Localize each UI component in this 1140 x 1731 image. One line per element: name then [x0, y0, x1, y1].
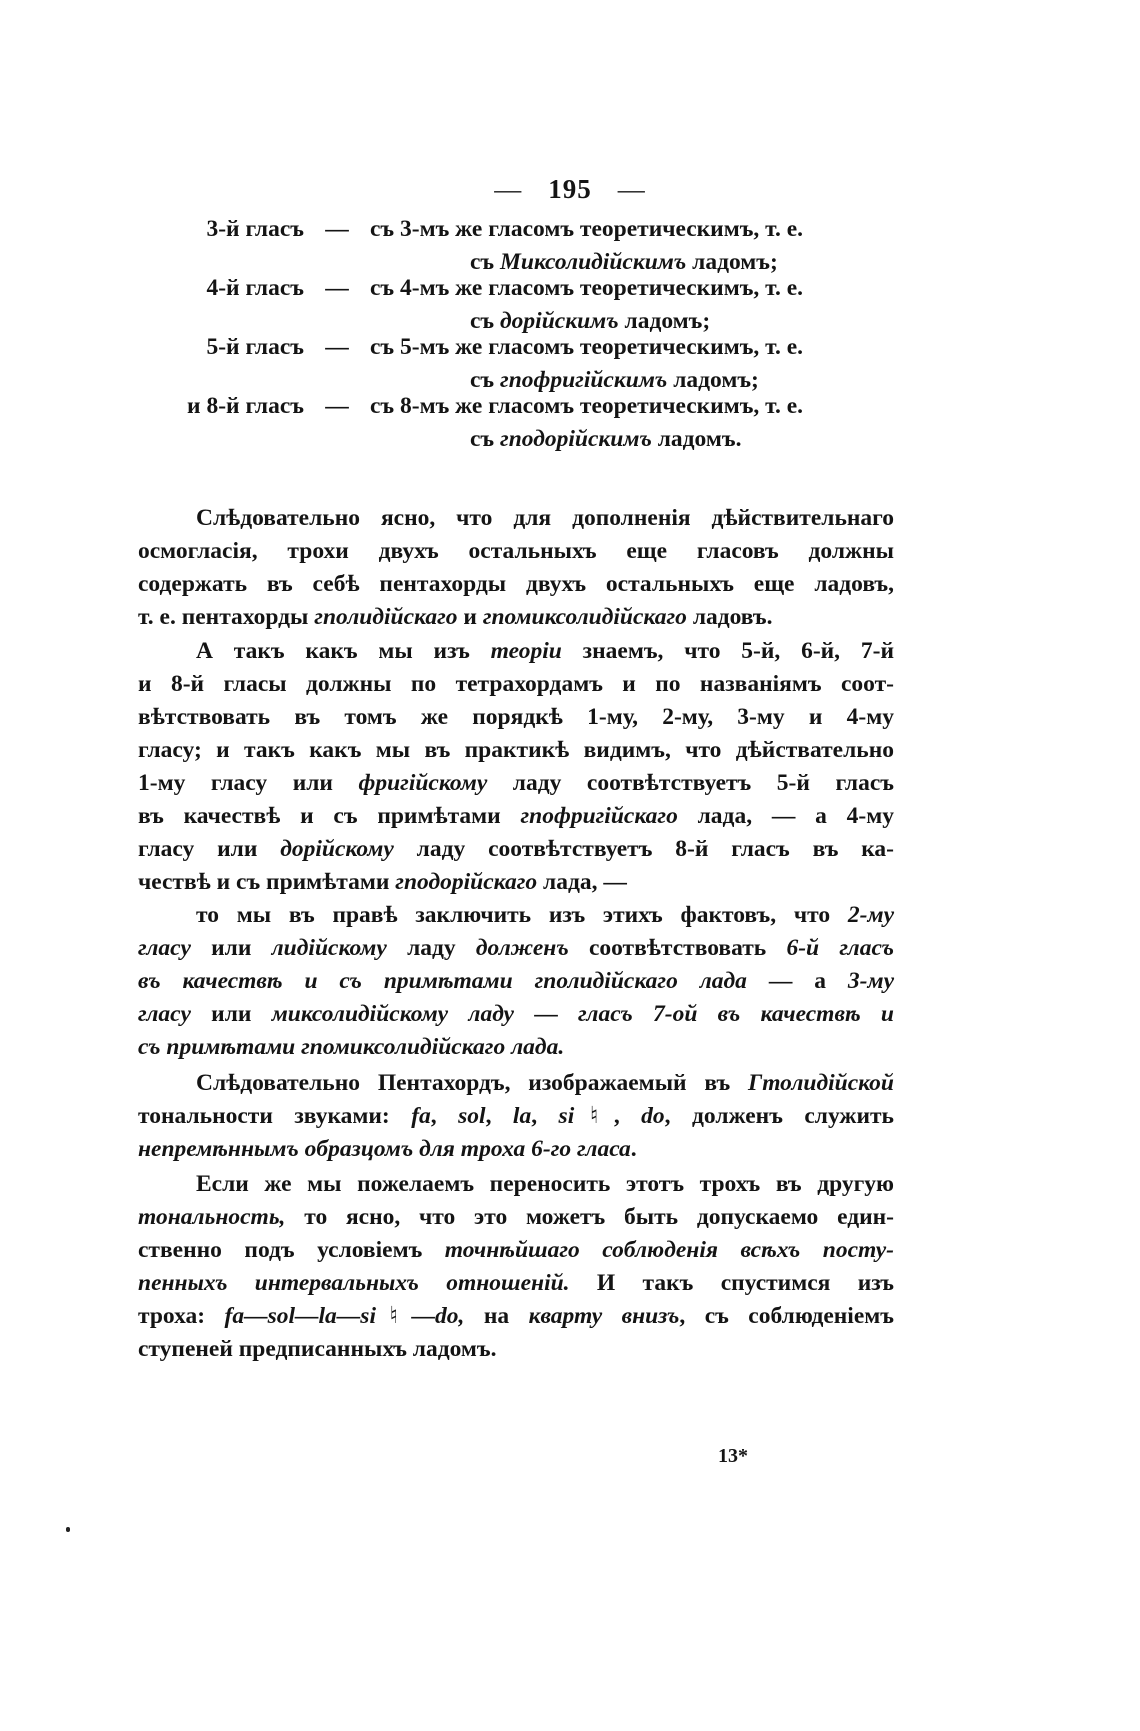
- mode-name: гпофригійскимъ: [500, 367, 668, 393]
- text-line: [138, 1067, 894, 1100]
- text-fragment: или: [190, 1001, 272, 1027]
- text-fragment: Слѣдовательно Пентахордъ, изображаемый въ: [196, 1070, 749, 1096]
- text-fragment: съ: [470, 426, 501, 452]
- mode-name: дорійскимъ: [500, 308, 619, 334]
- note-name: do: [641, 1103, 665, 1129]
- text-line: [138, 1201, 894, 1234]
- paragraph-4: [138, 1067, 894, 1166]
- text-fragment: 1-му гласу или: [138, 770, 359, 796]
- text-fragment: на: [464, 1303, 529, 1329]
- glas-label: 4-й гласъ: [206, 275, 304, 301]
- correspondence-text: съ 5-мъ же гласомъ теоретическимъ, т. е.: [370, 334, 804, 360]
- text-fragment: — а: [746, 968, 848, 994]
- header-dash-left: —: [494, 174, 523, 204]
- page-number: 195: [548, 174, 592, 204]
- correspondence-item: [140, 390, 900, 456]
- note-name: si♮: [558, 1103, 614, 1129]
- emphasis: точнѣйшаго соблюденія всѣхъ посту-: [444, 1237, 895, 1263]
- emphasis: въ качествѣ и съ примѣтами гполидійскаго лада: [138, 968, 747, 994]
- text-line: [138, 1133, 894, 1166]
- text-line: [138, 1031, 894, 1064]
- text-fragment: т. е. пентахорды: [138, 604, 315, 630]
- text-fragment: ,: [531, 1103, 559, 1129]
- text-fragment: —: [513, 1001, 579, 1027]
- text-line: [138, 800, 894, 833]
- text-fragment: И такъ спустимся изъ: [569, 1270, 895, 1296]
- text-fragment: ладу: [386, 935, 476, 961]
- text-fragment: соотвѣтствовать: [568, 935, 787, 961]
- text-line: и 8-й гласы должны по тетрахордамъ и по названіямъ соот-: [138, 671, 894, 697]
- mode-name: дорійскому: [280, 836, 394, 862]
- text-fragment: ладовъ.: [686, 604, 773, 630]
- mode-name: Гтолидійской: [748, 1070, 894, 1096]
- text-line: осмогласія, трохи двухъ остальныхъ еще гласовъ должны: [138, 538, 894, 564]
- emphasis: гласу: [138, 1001, 191, 1027]
- text-line: [138, 833, 894, 866]
- text-fragment: А такъ какъ мы изъ: [196, 638, 491, 664]
- mode-name: миксолидійскому ладу: [271, 1001, 514, 1027]
- paragraph-1: [138, 502, 894, 634]
- emphasis: гласу: [138, 935, 191, 961]
- text-fragment: ладу соотвѣтствуетъ 5-й гласъ: [487, 770, 894, 796]
- text-line: Если же мы пожелаемъ переносить этотъ трохъ въ другую: [196, 1171, 894, 1197]
- text-fragment: или: [190, 935, 272, 961]
- text-fragment: съ: [470, 249, 501, 275]
- correspondence-text: съ 8-мъ же гласомъ теоретическимъ, т. е.: [370, 393, 804, 419]
- text-fragment: , съ соблюденіемъ: [679, 1303, 894, 1329]
- text-fragment: и: [457, 604, 483, 630]
- text-line: [138, 601, 894, 634]
- dash: —: [325, 216, 349, 242]
- paragraph-2: [138, 635, 894, 899]
- text-fragment: ,: [613, 1103, 642, 1129]
- mode-name: Миксолидійскимъ: [500, 249, 687, 275]
- text-fragment: лада, — а 4-му: [677, 803, 894, 829]
- note-name: fa: [411, 1103, 431, 1129]
- correspondence-text: съ 4-мъ же гласомъ теоретическимъ, т. е.: [370, 275, 804, 301]
- text-line: [138, 1300, 894, 1333]
- text-line: [138, 932, 894, 965]
- correspondence-item: [140, 272, 900, 338]
- mode-name: гполидійскаго: [314, 604, 458, 630]
- page-header: [0, 174, 1140, 205]
- text-fragment: знаемъ, что 5-й, 6-й, 7-й: [561, 638, 894, 664]
- text-fragment: ладомъ;: [686, 249, 778, 275]
- signature-mark: 13*: [718, 1445, 748, 1467]
- text-fragment: ладомъ.: [651, 426, 742, 452]
- text-line: гласу; и такъ какъ мы въ практикѣ видимъ, что дѣйствательно: [138, 737, 894, 763]
- text-line: [138, 965, 894, 998]
- text-line: [138, 998, 894, 1031]
- text-line: [138, 899, 894, 932]
- glas-label: и 8-й гласъ: [187, 393, 304, 419]
- text-line: [138, 1100, 894, 1133]
- scan-speck: [66, 1527, 70, 1532]
- note-name: la: [512, 1103, 532, 1129]
- note-name: sol: [458, 1103, 486, 1129]
- text-fragment: то ясно, что это можетъ быть допускаемо един-: [285, 1204, 894, 1230]
- emphasis: гласъ 7-ой въ качествѣ и: [578, 1001, 894, 1027]
- text-fragment: въ качествѣ и съ примѣтами: [138, 803, 521, 829]
- text-fragment: троха:: [138, 1303, 225, 1329]
- text-fragment: гласу или: [138, 836, 281, 862]
- glas-label: 3-й гласъ: [206, 216, 304, 242]
- text-fragment: чествѣ и съ примѣтами: [138, 869, 396, 895]
- text-fragment: съ: [470, 367, 501, 393]
- text-line: [138, 866, 894, 899]
- text-fragment: ладомъ;: [667, 367, 759, 393]
- mode-name: гподорійскимъ: [500, 426, 652, 452]
- text-fragment: ладомъ;: [618, 308, 711, 334]
- text-line: Слѣдовательно ясно, что для дополненія дѣйствительнаго: [196, 505, 894, 531]
- text-fragment: то мы въ правѣ заключить изъ этихъ фактовъ, что: [196, 902, 848, 928]
- mode-name: гподорійскаго: [395, 869, 538, 895]
- text-line: [138, 1267, 894, 1300]
- dash: —: [325, 275, 349, 301]
- glas-label: 5-й гласъ: [206, 334, 304, 360]
- text-fragment: ственно подъ условіемъ: [138, 1237, 445, 1263]
- text-line: [138, 1234, 894, 1267]
- text-fragment: , долженъ служить: [664, 1103, 894, 1129]
- dash: —: [325, 393, 349, 419]
- mode-name: гпомиксолидійскаго: [482, 604, 687, 630]
- emphasis: 3-му: [847, 968, 894, 994]
- text-fragment: съ: [470, 308, 501, 334]
- header-dash-right: —: [617, 174, 646, 204]
- text-fragment: ладу соотвѣтствуетъ 8-й гласъ въ ка-: [393, 836, 894, 862]
- text-fragment: ,: [485, 1103, 513, 1129]
- emphasis: съ примѣтами гпомиксолидійскаго лада.: [138, 1034, 565, 1060]
- emphasis: теоріи: [490, 638, 562, 664]
- mode-name: лидійскому: [271, 935, 387, 961]
- text-fragment: .: [630, 1136, 637, 1162]
- correspondence-text: съ 3-мъ же гласомъ теоретическимъ, т. е.: [370, 216, 804, 242]
- text-fragment: тональности звуками:: [138, 1103, 412, 1129]
- mode-name: фригійскому: [358, 770, 488, 796]
- dash: —: [325, 334, 349, 360]
- correspondence-item: [140, 213, 900, 279]
- emphasis: 2-му: [847, 902, 894, 928]
- text-fragment: ,: [430, 1103, 459, 1129]
- text-line: [138, 635, 894, 668]
- emphasis: тональность,: [138, 1204, 286, 1230]
- paragraph-5: [138, 1168, 894, 1366]
- text-line: [138, 767, 894, 800]
- correspondence-item: [140, 331, 900, 397]
- emphasis: пенныхъ интервальныхъ отношеній.: [138, 1270, 570, 1296]
- text-line: вѣтствовать въ томъ же порядкѣ 1-му, 2-му, 3-му и 4-му: [138, 704, 894, 730]
- emphasis: кварту внизъ: [528, 1303, 680, 1329]
- emphasis: 6-й гласъ: [786, 935, 894, 961]
- emphasis: долженъ: [475, 935, 569, 961]
- emphasis: непремѣннымъ образцомъ для троха 6-го гласа: [138, 1136, 631, 1162]
- text-fragment: лада, —: [537, 869, 627, 895]
- text-line: содержать въ себѣ пентахорды двухъ остальныхъ еще ладовъ,: [138, 571, 894, 597]
- paragraph-3: [138, 899, 894, 1064]
- text-line: ступеней предписанныхъ ладомъ.: [138, 1336, 497, 1362]
- note-sequence: fa—sol—la—si♮—do,: [224, 1303, 465, 1329]
- mode-name: гпофригійскаго: [520, 803, 678, 829]
